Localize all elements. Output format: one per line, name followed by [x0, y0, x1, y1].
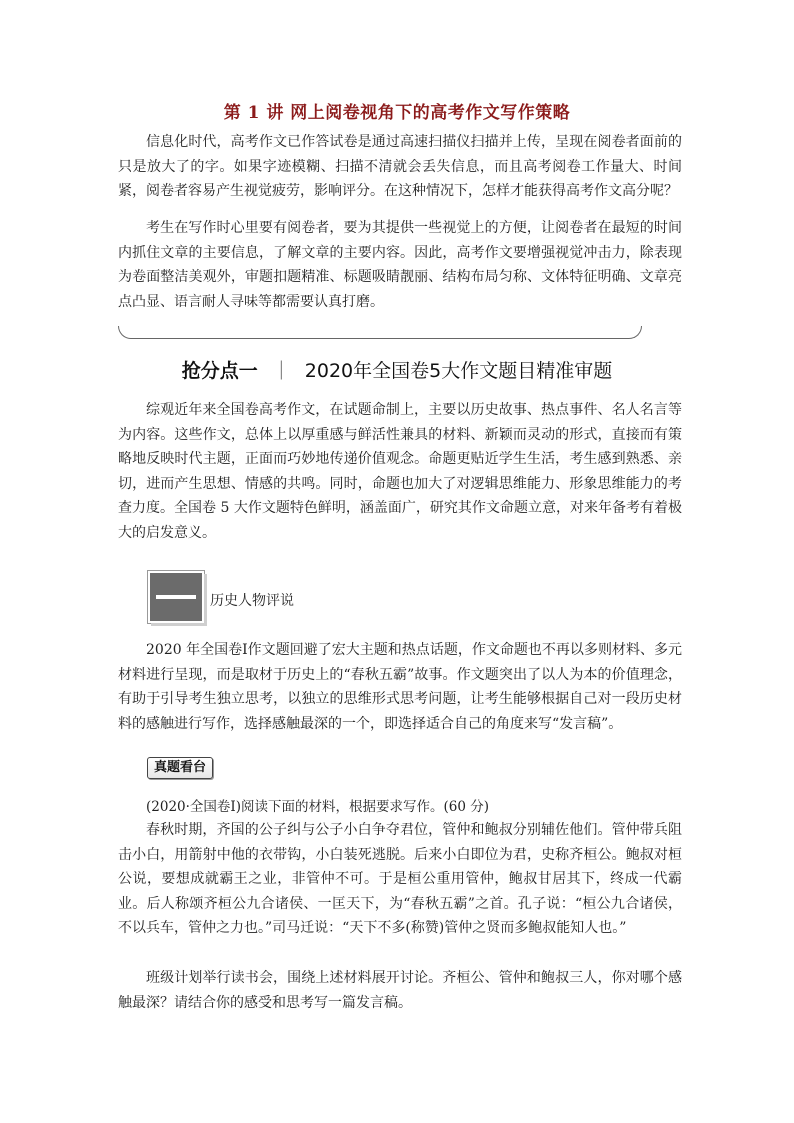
section-separator: ｜	[271, 360, 291, 382]
subsection-body: 2020 年全国卷Ⅰ作文题回避了宏大主题和热点话题，作文命题也不再以多则材料、多元材料进行呈现，而是取材于历史上的“春秋五霸”故事。作文题突出了以人为本的价值理念，有助于引导考生独立思考，以独立的思维形式思考问题，让考生能够根据自己对一段历史材料的感触进行写作，选择感触最深的一个，即选择适合自己的角度来写“发言稿”。	[118, 642, 682, 732]
intro-paragraph-2: 考生在写作时心里要有阅卷者，要为其提供一些视觉上的方便，让阅卷者在最短的时间内抓住文章的主要信息，了解文章的主要内容。因此，高考作文要增强视觉冲击力，除表现为卷面整洁美观外，审题扣题精准、标题吸睛靓丽、结构布局匀称、文体特征明确、文章亮点凸显、语言耐人寻味等都需要认真打磨。	[118, 220, 682, 310]
subsection-label: 历史人物评说	[210, 593, 294, 609]
numeral-badge-icon	[156, 595, 196, 599]
intro-paragraph-1: 信息化时代，高考作文已作答试卷是通过高速扫描仪扫描并上传，呈现在阅卷者面前的只是放大了的字。如果字迹模糊、扫描不清就会丢失信息，而且高考阅卷工作量大、时间紧，阅卷者容易产生视觉疲劳，影响评分。在这种情况下，怎样才能获得高考作文高分呢？	[118, 134, 682, 199]
section-divider	[118, 326, 642, 339]
section-lead: 抢分点一	[181, 360, 258, 382]
exam-material: 春秋时期，齐国的公子纠与公子小白争夺君位，管仲和鲍叔分别辅佐他们。管仲带兵阻击小白，用箭射中他的衣带钩，小白装死逃脱。后来小白即位为君，史称齐桓公。鲍叔对桓公说，要想成就霸王之业，非管仲不可。于是桓公重用管仲，鲍叔甘居其下，终成一代霸业。后人称颂齐桓公九合诸侯、一匡天下，为“春秋五霸”之首。孔子说：“桓公九合诸侯，不以兵车，管仲之力也。”司马迁说：“天下不多(称赞)管仲之贤而多鲍叔能知人也。”	[118, 822, 682, 936]
exam-task: 班级计划举行读书会，围绕上述材料展开讨论。齐桓公、管仲和鲍叔三人，你对哪个感触最深？请结合你的感受和思考写一篇发言稿。	[118, 970, 682, 1011]
exam-tag: 真题看台	[147, 757, 213, 779]
section-heading	[0, 356, 794, 383]
section-title: 2020年全国卷5大作文题目精准审题	[304, 360, 613, 382]
exam-source: (2020·全国卷Ⅰ)阅读下面的材料，根据要求写作。(60 分)	[146, 799, 490, 815]
section-summary: 综观近年来全国卷高考作文，在试题命制上，主要以历史故事、热点事件、名人名言等为内容。这些作文，总体上以厚重感与鲜活性兼具的材料、新颖而灵动的形式，直接而有策略地反映时代主题，正面而巧妙地传递价值观念。命题更贴近学生生活，考生感到熟悉、亲切，进而产生思想、情感的共鸣。同时，命题也加大了对逻辑思维能力、形象思维能力的考查力度。全国卷 5 大作文题特色鲜明，涵盖面广，研究其作文命题立意，对来年备考有着极大的启发意义。	[118, 402, 682, 541]
numeral-badge	[148, 571, 204, 623]
lecture-title: 第 1 讲 网上阅卷视角下的高考作文写作策略	[223, 103, 571, 123]
